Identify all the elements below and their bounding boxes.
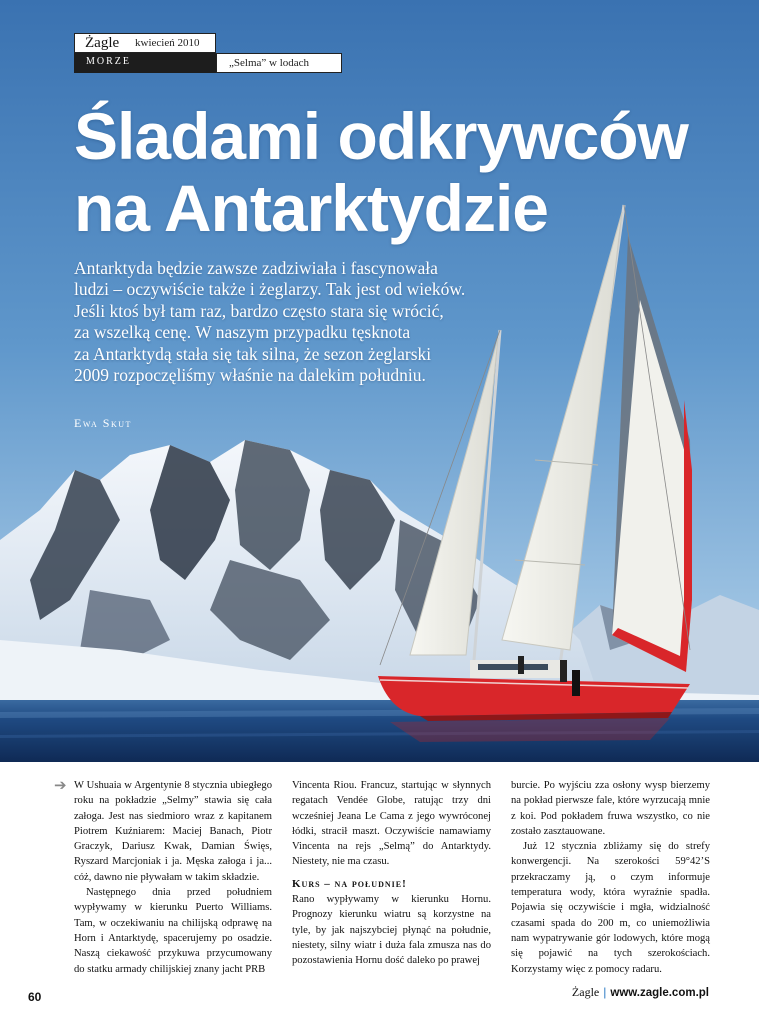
footer-separator: | [603,985,607,999]
body-paragraph: Już 12 stycznia zbliżamy się do strefy konwergencji. Na szerokości 59°42’S przekraczamy ją, o czym informuje temperatura wody, która wyraźnie spadła. Pojawia się oczywiście i mgła, widzialność czasami spada do 200 m, co uniemożliwia nam wypatrywanie gór lodowych, które mogą się pojawić na tych szerokościach. Korzystamy więc z pomocy radaru. [511,841,710,975]
footer-magazine-name: Żagle [571,985,600,999]
body-paragraph: Vincenta Riou. Francuz, startując w słynnych regatach Vendée Globe, ratując trzy dni wcześniej Jeana Le Cama z jego wywróconej łódki, stracił maszt. Oczywiście namawiamy Vincenta na rejs „Selmą” do Antarktydy. Niestety, nie ma czasu. [292,780,491,868]
issue-date: kwiecień 2010 [135,37,200,49]
body-column-1 [74,778,272,977]
section-subheading: Kurs – na południe! [292,877,407,890]
arrow-right-icon: ➔ [54,776,67,794]
lead-line: za Antarktydą stała się tak silna, że sezon żeglarski [74,343,432,364]
footer-url[interactable]: www.zagle.com.pl [610,987,709,999]
title-line-1: Śladami odkrywców [74,99,688,173]
subsection-box [216,53,342,73]
lead-line: ludzi – oczywiście także i żeglarzy. Tak jest od wieków. [74,279,466,300]
section-label: MORZE [86,56,131,67]
body-paragraph: Następnego dnia przed południem wypływamy w kierunku Puerto Williams. Tam, w oczekiwaniu na chilijską odprawę na Horn i Antarktydę, spacerujemy po osadzie. Naszą ciekawość przykuwa przycumowany do statku armady chilijskiej znany jacht PRB [74,887,272,975]
title-line-2: na Antarktydzie [74,171,549,245]
body-paragraph: burcie. Po wyjściu zza osłony wysp bierzemy na pokład pierwsze fale, które wyrzucają mnie z koi. Pod pokładem fruwa wszystko, co nie zostało zasztauowane. [511,780,710,837]
masthead [74,33,342,73]
lead-line: 2009 rozpoczęliśmy właśnie na dalekim południu. [74,365,426,386]
lead-paragraph [74,258,504,386]
subsection-label: „Selma” w lodach [229,57,310,69]
lead-line: Antarktyda będzie zawsze zadziwiała i fascynowała [74,258,438,278]
body-column-2 [292,778,491,969]
lead-line: Jeśli ktoś był tam raz, bardzo często stara się wrócić, [74,300,444,321]
lead-line: za wszelką cenę. W naszym przypadku tęsknota [74,322,411,343]
magazine-brand: Żagle [85,35,120,51]
page-number: 60 [28,990,42,1004]
footer-brand [572,985,709,1000]
body-paragraph: Rano wypływamy w kierunku Hornu. Prognozy kierunku wiatru są korzystne na tyle, by jak najszybciej płynąć na południe, niestety, silny wiatr i duża fala zmusza nas do pozostawienia Hornu dość daleko po prawej [292,894,491,967]
article-title [74,100,688,244]
author-byline: Ewa Skut [74,416,132,430]
section-label-box [74,53,216,73]
body-paragraph: W Ushuaia w Argentynie 8 stycznia ubiegłego roku na pokładzie „Selmy” stawia się cała załoga. Jest nas siedmioro wraz z kapitanem Piotrem Kuźniarem: Maciej Banach, Piotr Graczyk, Dariusz Kwak, Damian Święs, Ryszard Marcjoniak i ja. Męska załoga i ja... cóż, dawno nie pływałam w takim składzie. [74,780,272,883]
masthead-brand-box [74,33,216,53]
body-column-3 [511,778,710,977]
